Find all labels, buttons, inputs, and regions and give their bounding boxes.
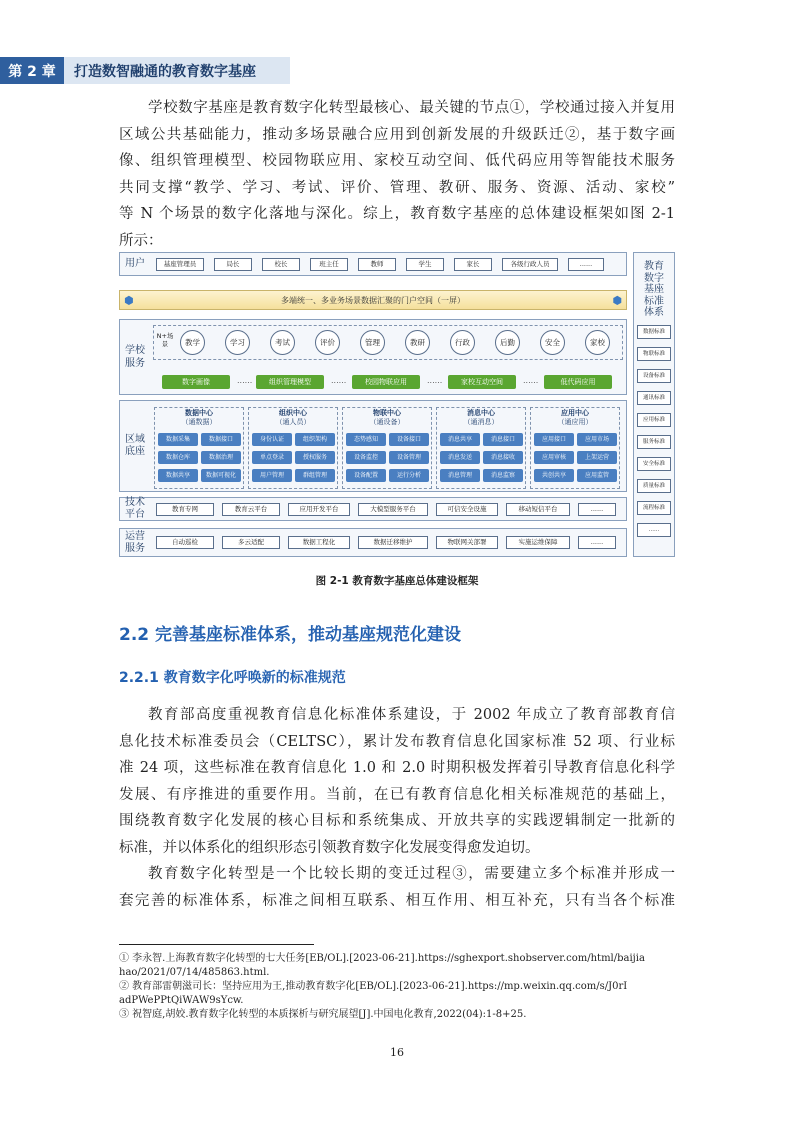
- tech-platform-tag: 应用开发平台: [288, 503, 350, 516]
- standard-tag: 服务标准: [637, 435, 671, 449]
- center-item-tag: 消息接收: [483, 451, 523, 464]
- center-item-tag: 设备监控: [346, 451, 386, 464]
- standard-tag: 数据标准: [637, 325, 671, 339]
- school-services-row: [119, 319, 627, 395]
- user-role-tag: 教师: [358, 258, 396, 271]
- center-subtitle: （通数据）: [181, 418, 217, 426]
- scene-circle: 教学: [180, 330, 205, 355]
- center-item-tag: 数据共享: [158, 469, 198, 482]
- ops-service-tag: 多云适配: [222, 536, 280, 549]
- standards-title: [634, 261, 674, 319]
- standards-title-text: 教育数字基座标准体系: [644, 261, 664, 318]
- center-item-tag: 态势感知: [346, 433, 386, 446]
- text-line: 教育数字化转型是一个比较长期的变迁过程③，需要建立多个标准并形成一: [148, 866, 675, 882]
- center-item-tag: 群组管理: [295, 469, 335, 482]
- standard-tag: 质量标准: [637, 479, 671, 493]
- standard-tag: 安全标准: [637, 457, 671, 471]
- footnote-line: ① 李永智.上海教育数字化转型的七大任务[EB/OL].[2023-06-21].https://sghexport.shobserver.com/html/baijia: [119, 953, 645, 964]
- scene-circle: 考试: [270, 330, 295, 355]
- tech-platform-tag: 可信安全设施: [436, 503, 498, 516]
- footnote-line: ③ 祝智庭,胡姣.教育数字化转型的本质探析与研究展望[J].中国电化教育,2022(04):1-8+25.: [119, 1009, 527, 1020]
- center-item-tag: 设备管理: [389, 451, 429, 464]
- user-role-tag: 局长: [214, 258, 252, 271]
- center-item-tag: 消息共享: [440, 433, 480, 446]
- ops-label: [120, 529, 150, 556]
- center-item-tag: 运行分析: [389, 469, 429, 482]
- center-name: 应用中心: [561, 409, 589, 417]
- text-line: 准 24 项，这些标准在教育信息化 1.0 和 2.0 时期积极发挥着引导教育信息化科学: [119, 760, 675, 776]
- center-name: 物联中心: [373, 409, 401, 417]
- center-item-tag: 数据接口: [201, 433, 241, 446]
- ops-service-tag: 物联网关部署: [436, 536, 498, 549]
- center-item-tag: 身份认证: [252, 433, 292, 446]
- text-line: 发展、有序推进的重要作用。当前，在已有教育信息化相关标准规范的基础上，: [119, 786, 675, 803]
- standard-tag: ......: [637, 523, 671, 537]
- center-subtitle: （通消息）: [463, 418, 499, 426]
- center-item-tag: 设备接口: [389, 433, 429, 446]
- standard-tag: 物联标准: [637, 347, 671, 361]
- page-number: 16: [390, 1046, 404, 1059]
- school-service-tag: 家校互动空间: [448, 375, 516, 389]
- tech-platform-row: [119, 497, 627, 521]
- footnote-rule: [119, 944, 314, 945]
- text-line: 像、组织管理模型、校园物联应用、家校互动空间、低代码应用等智能技术服务: [119, 153, 675, 169]
- cube-icon: ⬢: [612, 294, 622, 307]
- center-item-tag: 消息管理: [440, 469, 480, 482]
- portal-bar: [119, 290, 627, 310]
- ops-label-text: 运营服务: [125, 530, 145, 554]
- center-item-tag: 组织架构: [295, 433, 335, 446]
- school-service-tag: 数字画像: [162, 375, 230, 389]
- standard-tag: 流程标准: [637, 501, 671, 515]
- text-line: 套完善的标准体系，标准之间相互联系、相互作用、相互补充，只有当各个标准: [119, 892, 675, 909]
- center-name: 组织中心: [279, 409, 307, 417]
- center-subtitle: （通设备）: [369, 418, 405, 426]
- center-name: 消息中心: [467, 409, 495, 417]
- scene-circle: 安全: [540, 330, 565, 355]
- figure-caption: 图 2-1 教育数字基座总体建设框架: [315, 575, 479, 587]
- ops-service-tag: 数据迁移维护: [358, 536, 428, 549]
- center-item-tag: 消息发送: [440, 451, 480, 464]
- user-role-tag: 班主任: [310, 258, 348, 271]
- center-item-tag: 用户管理: [252, 469, 292, 482]
- tech-platform-tag: 教育专网: [156, 503, 214, 516]
- text-line: 区域公共基础能力，推动多场景融合应用到创新发展的升级跃迁②，基于数字画: [119, 126, 675, 143]
- user-role-tag: 基座管理员: [156, 258, 204, 271]
- section-heading: 2.2 完善基座标准体系，推动基座规范化建设: [119, 625, 462, 645]
- school-service-tag: 低代码应用: [544, 375, 612, 389]
- ellipsis: ......: [523, 376, 539, 385]
- user-role-tag: 学生: [406, 258, 444, 271]
- user-role-tag: 各级行政人员: [502, 258, 558, 271]
- center-item-tag: 上架运营: [577, 451, 617, 464]
- framework-diagram: [119, 252, 675, 557]
- intro-paragraph: [119, 95, 675, 254]
- center-item-tag: 消息接口: [483, 433, 523, 446]
- text-line: 所示：: [119, 232, 163, 249]
- school-label: [120, 320, 150, 394]
- text-line: 围绕教育数字化发展的核心目标和系统集成、开放共享的实践逻辑制定一批新的: [119, 813, 675, 829]
- standard-tag: 应用标准: [637, 413, 671, 427]
- scene-circle: 家校: [585, 330, 610, 355]
- tech-platform-tag: 移动短信平台: [506, 503, 570, 516]
- standard-tag: 通讯标准: [637, 391, 671, 405]
- tech-platform-tag: ......: [578, 503, 616, 516]
- region-label-text: 区域底座: [125, 434, 145, 457]
- portal-text: 多端统一、多业务场景数据汇聚的门户空间（一屏）: [281, 296, 465, 305]
- tech-label: [120, 498, 150, 520]
- footnotes: [119, 952, 675, 1022]
- users-row: [119, 252, 627, 276]
- scene-circle: 评价: [315, 330, 340, 355]
- center-item-tag: 授权服务: [295, 451, 335, 464]
- ops-service-tag: 自动巡检: [156, 536, 214, 549]
- center-item-tag: 应用审核: [534, 451, 574, 464]
- standard-tag: 设备标准: [637, 369, 671, 383]
- text-line: 息化技术标准委员会（CELTSC），累计发布教育信息化国家标准 52 项、行业标: [119, 733, 675, 750]
- subsection-heading: 2.2.1 教育数字化呼唤新的标准规范: [119, 670, 346, 686]
- scene-circle: 行政: [450, 330, 475, 355]
- chapter-header: [0, 57, 290, 84]
- center-item-tag: 共创共享: [534, 469, 574, 482]
- user-role-tag: 校长: [262, 258, 300, 271]
- center-item-tag: 数据治理: [201, 451, 241, 464]
- ellipsis: ......: [237, 376, 253, 385]
- center-item-tag: 数据仓库: [158, 451, 198, 464]
- body-paragraph-2: [119, 861, 675, 914]
- body-paragraph-1: [119, 702, 675, 861]
- text-line: 标准，并以体系化的组织形态引领教育数字化发展变得愈发迫切。: [119, 839, 540, 856]
- scene-circle: 学习: [225, 330, 250, 355]
- chapter-title: 打造数智融通的教育数字基座: [64, 57, 290, 84]
- standards-column: [633, 252, 675, 557]
- ops-service-tag: 数据工程化: [288, 536, 350, 549]
- scene-circle: 教研: [405, 330, 430, 355]
- users-label: 用户: [125, 258, 145, 269]
- n-scene-label: N+场景: [156, 332, 174, 348]
- text-line: 等 N 个场景的数字化落地与深化。综上，教育数字基座的总体建设框架如图 2-1: [119, 206, 675, 222]
- school-service-tag: 校园物联应用: [352, 375, 420, 389]
- cube-icon: ⬢: [124, 294, 134, 307]
- ops-service-tag: ......: [578, 536, 616, 549]
- ops-service-tag: 实施运维保障: [506, 536, 570, 549]
- region-label: [120, 401, 150, 491]
- ops-row: [119, 528, 627, 557]
- text-line: 共同支撑“教学、学习、考试、评价、管理、教研、服务、资源、活动、家校”: [119, 179, 675, 196]
- center-item-tag: 应用市场: [577, 433, 617, 446]
- tech-label-text: 技术平台: [125, 497, 145, 520]
- footnote-line: ② 教育部雷朝滋司长：坚持应用为王,推动教育数字化[EB/OL].[2023-06-21].https://mp.weixin.qq.com/s/J0rI: [119, 981, 628, 992]
- center-item-tag: 数据采集: [158, 433, 198, 446]
- center-item-tag: 应用接口: [534, 433, 574, 446]
- center-item-tag: 应用监管: [577, 469, 617, 482]
- center-subtitle: （通应用）: [557, 418, 593, 426]
- tech-platform-tag: 教育云平台: [222, 503, 280, 516]
- footnote-line: adPWePPtQiWAW9sYcw.: [119, 995, 244, 1006]
- tech-platform-tag: 大模型服务平台: [358, 503, 428, 516]
- user-role-tag: ......: [568, 258, 604, 271]
- center-item-tag: 消息监察: [483, 469, 523, 482]
- footnote-line: hao/2021/07/14/485863.html.: [119, 967, 270, 978]
- center-name: 数据中心: [185, 409, 213, 417]
- center-subtitle: （通人员）: [275, 418, 311, 426]
- text-line: 学校数字基座是教育数字化转型最核心、最关键的节点①，学校通过接入并复用: [148, 100, 675, 116]
- region-base-row: [119, 400, 627, 492]
- center-item-tag: 设备配置: [346, 469, 386, 482]
- chapter-number: 第 2 章: [0, 57, 64, 84]
- scene-circle: 管理: [360, 330, 385, 355]
- ellipsis: ......: [427, 376, 443, 385]
- school-service-tag: 组织管理模型: [256, 375, 324, 389]
- school-label-text: 学校服务: [125, 345, 145, 369]
- user-role-tag: 家长: [454, 258, 492, 271]
- ellipsis: ......: [331, 376, 347, 385]
- scene-circle: 后勤: [495, 330, 520, 355]
- center-item-tag: 数据可视化: [201, 469, 241, 482]
- text-line: 教育部高度重视教育信息化标准体系建设，于 2002 年成立了教育部教育信: [148, 707, 675, 723]
- center-item-tag: 单点登录: [252, 451, 292, 464]
